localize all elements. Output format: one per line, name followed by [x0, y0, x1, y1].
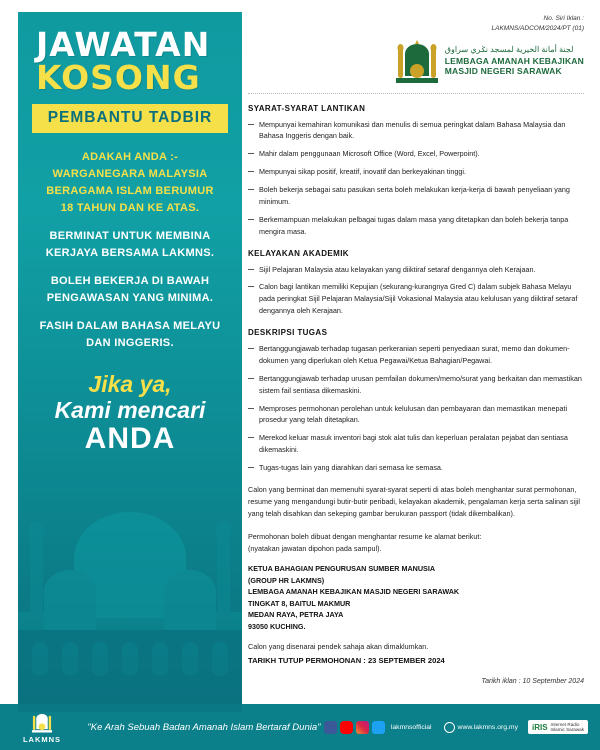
- syarat-list: [248, 119, 584, 238]
- iris-logo-text: iRIS: [531, 722, 548, 732]
- cta-line-3: ANDA: [84, 422, 176, 456]
- website-link[interactable]: [444, 722, 518, 733]
- position-ribbon: PEMBANTU TADBIR: [32, 104, 228, 133]
- lakmns-logo-icon: [396, 38, 438, 84]
- list-item: Memproses permohonan perolehan untuk kelulusan dan pembayaran dan memastikan menepati prosedur yang telah ditetapkan.: [248, 403, 584, 427]
- list-item: Bertanggungjawab terhadap urusan pemfailan dokumen/memo/surat yang berkaitan dan memastikan sistem fail sentiasa dikemaskini.: [248, 373, 584, 397]
- question-line-2: BERAGAMA ISLAM BERUMUR: [46, 185, 214, 198]
- submission-paragraph: [248, 531, 584, 555]
- question-line-1: WARGANEGARA MALAYSIA: [52, 168, 208, 181]
- address-line: TINGKAT 8, BAITUL MAKMUR: [248, 598, 351, 608]
- social-handle: lakmnsofficial: [390, 723, 432, 731]
- globe-icon: [444, 722, 455, 733]
- list-item: Mahir dalam penggunaan Microsoft Office (Word, Excel, Powerpoint).: [248, 148, 584, 160]
- left-banner-panel: [18, 12, 242, 712]
- ad-date: Tarikh iklan : 10 September 2024: [481, 678, 584, 686]
- content-column: [248, 14, 584, 685]
- list-item: Mempunyai kemahiran komunikasi dan menulis di semua peringkat dalam Bahasa Malaysia dan Bahasa Inggeris dengan baik.: [248, 119, 584, 143]
- statement-2b: PENGAWASAN YANG MINIMA.: [46, 292, 214, 305]
- address-line: 93050 KUCHING.: [248, 621, 306, 631]
- address-line: MEDAN RAYA, PETRA JAYA: [248, 610, 344, 620]
- list-item: Boleh bekerja sebagai satu pasukan serta boleh melakukan kerja-kerja di bawah penyeliaan yang minimum.: [248, 184, 584, 208]
- footer-logo-name: LAKMNS: [22, 734, 62, 744]
- facebook-icon[interactable]: [324, 721, 337, 734]
- deadline-text: TARIKH TUTUP PERMOHONAN : 23 SEPTEMBER 2024: [248, 656, 445, 666]
- cta-line-1: Jika ya,: [88, 371, 172, 398]
- logo-line-2: MASJID NEGERI SARAWAK: [444, 66, 562, 76]
- section-heading-kelayakan: KELAYAKAN AKADEMIK: [248, 248, 349, 258]
- list-item: Bertanggungjawab terhadap tugasan perkeranian seperti penyediaan surat, memo dan dokumen-dokumen yang diperlukan oleh Ketua Pegawai/Ketua Bahagian/Pegawai.: [248, 343, 584, 367]
- instagram-icon[interactable]: [356, 721, 369, 734]
- poster-title-line2: KOSONG: [36, 58, 201, 97]
- ref-no-block: [248, 14, 584, 34]
- iris-line-1: Internet Radio: [550, 721, 580, 727]
- footer-tagline: "Ke Arah Sebuah Badan Amanah Islam Bertaraf Dunia": [87, 721, 321, 733]
- address-line: (GROUP HR LAKMNS): [248, 575, 325, 585]
- youtube-icon[interactable]: [340, 721, 353, 734]
- logo-arabic-text: لجنة أمانة الخيرية لمسجد نݢري سراوق: [444, 45, 574, 54]
- submission-line-1: Permohonan boleh dibuat dengan menghantar resume ke alamat berikut:: [248, 531, 482, 541]
- list-item: Calon bagi lantikan memiliki Kepujian (sekurang-kurangnya Gred C) dalam subjek Bahasa Melayu pada peringkat Sijil Pelajaran Malaysia/Sijil Vokasional Malaysia atau kelulusan yang diiktiraf setaraf dengannya oleh Kerajaan.: [248, 281, 584, 317]
- shortlist-note: Calon yang disenarai pendek sahaja akan dimaklumkan.: [248, 642, 429, 652]
- address-line: LEMBAGA AMANAH KEBAJIKAN MASJID NEGERI SARAWAK: [248, 587, 460, 597]
- footer-mosque-icon: [29, 711, 55, 733]
- ref-no-value: LAKMNS/ADCOM/2024/PT (01): [491, 24, 584, 32]
- question-heading: ADAKAH ANDA :-: [81, 151, 179, 163]
- question-line-3: 18 TAHUN DAN KE ATAS.: [60, 202, 200, 215]
- list-item: Merekod keluar masuk inventori bagi stok alat tulis dan keperluan peralatan pejabat dan sentiasa dikemaskini.: [248, 432, 584, 456]
- iris-badge[interactable]: [528, 720, 588, 735]
- kelayakan-list: [248, 264, 584, 318]
- statement-2a: BOLEH BEKERJA DI BAWAH: [50, 275, 210, 288]
- iris-line-2: Islamic Sarawak: [550, 727, 584, 732]
- divider: [248, 93, 584, 94]
- statement-3a: FASIH DALAM BAHASA MELAYU: [39, 320, 221, 333]
- twitter-icon[interactable]: [372, 721, 385, 734]
- list-item: Mempunyai sikap positif, kreatif, inovatif dan berkeyakinan tinggi.: [248, 166, 584, 178]
- statement-1b: KERJAYA BERSAMA LAKMNS.: [45, 247, 215, 260]
- organisation-name: [445, 45, 584, 76]
- organisation-logo-row: [248, 38, 584, 84]
- statement-3b: DAN INGGERIS.: [86, 337, 174, 350]
- ref-no-label: No. Siri Iklan :: [543, 15, 584, 22]
- logo-line-1: LEMBAGA AMANAH KEBAJIKAN: [444, 56, 584, 66]
- list-item: Sijil Pelajaran Malaysia atau kelayakan yang diiktiraf setaraf dengannya oleh Kerajaan.: [248, 264, 584, 276]
- poster-title-line1: JAWATAN: [36, 25, 211, 64]
- cta-line-2: Kami mencari: [54, 396, 206, 423]
- application-paragraph: Calon yang berminat dan memenuhi syarat-syarat seperti di atas boleh menghantar surat permohonan, resume yang mengandungi butir-butir peribadi, kelayakan akademik, pengalaman kerja serta salinan sijil yang telah disahkan dan sekeping gambar berukuran passport (tidak dikembalikan).: [248, 484, 581, 519]
- submission-line-2: (nyatakan jawatan dipohon pada sampul).: [248, 543, 382, 553]
- iris-subtext: [551, 722, 584, 733]
- social-icons[interactable]: [324, 721, 385, 734]
- footer-logo: [0, 711, 84, 744]
- deskripsi-list: [248, 343, 584, 474]
- section-heading-syarat: SYARAT-SYARAT LANTIKAN: [248, 103, 366, 113]
- list-item: Berkemampuan melakukan pelbagai tugas dalam masa yang ditetapkan dan boleh bekerja tanpa mengira masa.: [248, 214, 584, 238]
- eligibility-block: [32, 149, 228, 352]
- mailing-address: [248, 563, 584, 632]
- address-line: KETUA BAHAGIAN PENGURUSAN SUMBER MANUSIA: [248, 564, 436, 574]
- website-url: www.lakmns.org.my: [457, 723, 518, 731]
- footer-contacts: [324, 720, 600, 735]
- list-item: Tugas-tugas lain yang diarahkan dari semasa ke semasa.: [248, 462, 584, 474]
- statement-1a: BERMINAT UNTUK MEMBINA: [49, 230, 211, 243]
- section-heading-deskripsi: DESKRIPSI TUGAS: [248, 328, 328, 337]
